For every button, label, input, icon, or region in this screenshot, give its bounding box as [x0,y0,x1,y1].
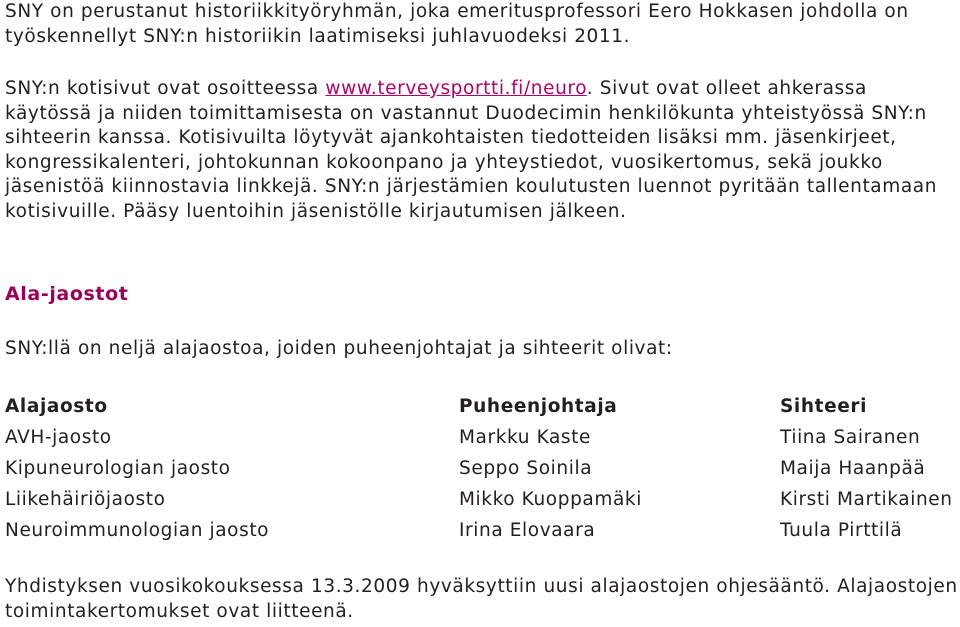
cell-jaosto: Kipuneurologian jaosto [5,458,231,479]
cell-chair: Irina Elovaara [459,520,596,541]
cell-secretary: Tiina Sairanen [780,427,921,448]
section-lead: SNY:llä on neljä alajaostoa, joiden puheenjohtajat ja sihteerit olivat: [5,338,673,359]
header-sihteeri: Sihteeri [780,396,868,417]
website-text-before: SNY:n kotisivut ovat osoitteessa [5,78,326,99]
cell-secretary: Maija Haanpää [780,458,926,479]
cell-chair: Mikko Kuoppamäki [459,489,642,510]
table-header-row [5,393,960,424]
website-text-after: . Sivut ovat olleet ahkerassa käytössä ja niiden toimittamisesta on vastannut Duodecimin henkilökunta yhteistyössä SNY:n sihteerin kanssa. Kotisivuilta löytyvät ajankohtaisten tiedotteiden lisäksi mm. jäsenkirjeet, kongressikalenteri, johtokunnan kokoonpano ja yhteystiedot, vuosikertomus, sekä joukko jäsenistöä kiinnostavia linkkejä. SNY:n järjestämien koulutusten luennot pyritään tallentamaan kotisivuille. Pääsy luentoihin jäsenistölle kirjautumisen jälkeen. [5,78,938,222]
section-heading: Ala-jaostot [5,283,129,305]
subsection-table [5,393,960,548]
table-row [5,424,960,455]
intro-paragraph: SNY on perustanut historiikkityöryhmän, joka emeritusprofessori Eero Hokkasen johdolla on työskennellyt SNY:n historiikin laatimiseksi juhlavuodeksi 2011. [5,1,909,47]
table-row [5,455,960,486]
footer-paragraph: Yhdistyksen vuosikokouksessa 13.3.2009 hyväksyttiin uusi alajaostojen ohjesääntö. Alajaostojen toimintakertomukset ovat liitteenä. [5,576,958,622]
cell-jaosto: Liikehäiriöjaosto [5,489,166,510]
header-puheenjohtaja: Puheenjohtaja [459,396,618,417]
header-alajaosto: Alajaosto [5,396,108,417]
cell-secretary: Kirsti Martikainen [780,489,953,510]
website-link[interactable]: www.terveysportti.fi/neuro [325,78,587,99]
website-paragraph [5,77,960,224]
table-row [5,486,960,517]
cell-jaosto: AVH-jaosto [5,427,112,448]
cell-jaosto: Neuroimmunologian jaosto [5,520,270,541]
cell-chair: Markku Kaste [459,427,591,448]
cell-secretary: Tuula Pirttilä [780,520,903,541]
cell-chair: Seppo Soinila [459,458,593,479]
table-row [5,517,960,548]
